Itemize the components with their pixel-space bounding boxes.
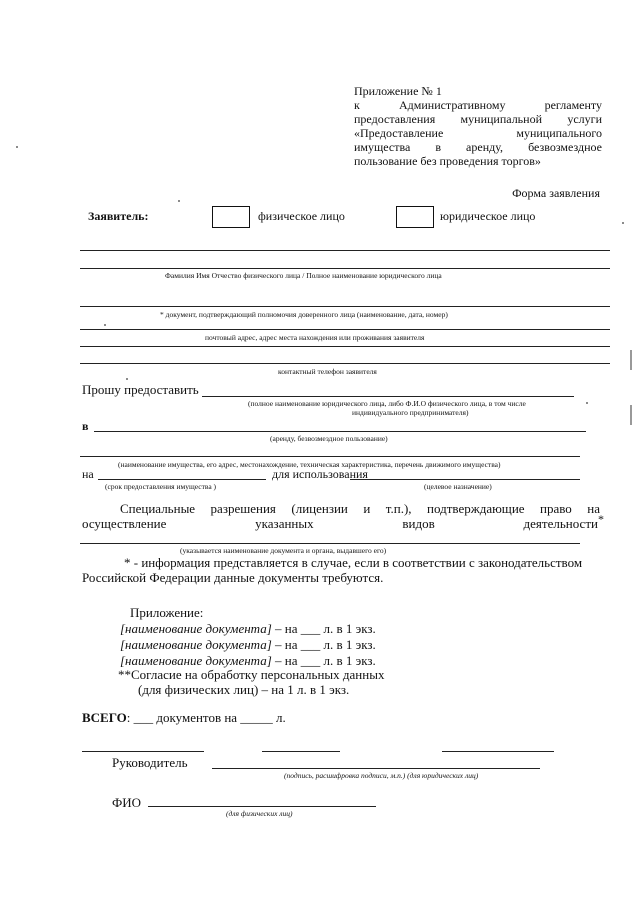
header-appendix [354,84,602,168]
use-label: для использования [272,467,368,481]
consent-line-1: **Согласие на обработку персональных данных [118,667,385,682]
signature-caption: (подпись, расшифровка подписи, м.п.) (для юридических лиц) [284,771,479,780]
scan-edge-mark [630,350,632,370]
header-line: «Предоставление муниципального [354,126,602,140]
term-line[interactable] [98,479,266,480]
appendix-number: Приложение № 1 [354,84,442,98]
permits-word: право [540,501,572,516]
permits-line-1 [120,502,600,516]
attachment-name: [наименование документа] [120,637,272,652]
individuals-caption: (для физических лиц) [226,809,293,818]
name-caption: Фамилия Имя Отчество физического лица / Полное наименование юридического лица [165,271,442,280]
address-line-2[interactable] [80,346,610,347]
attachment-item [120,622,376,636]
phone-line[interactable] [80,363,610,364]
phone-caption: контактный телефон заявителя [278,367,377,376]
attachment-name: [наименование документа] [120,653,272,668]
signature-line-3[interactable] [442,751,554,752]
scan-speck [586,402,588,404]
permits-line-2 [82,517,598,531]
applicant-label: Заявитель: [88,209,149,223]
name-line-2[interactable] [80,268,610,269]
individual-label: физическое лицо [258,209,345,223]
header-line: предоставления муниципальной услуги [354,112,602,126]
property-caption: (наименование имущества, его адрес, местонахождение, техническая характеристика, перечень движимого имущества) [118,460,501,469]
term-caption: (срок предоставления имущества ) [105,482,217,491]
permits-note-1: * - информация представляется в случае, если в соответствии с законодательством [124,555,583,570]
permits-asterisk: * [598,512,604,526]
scan-speck [104,324,106,326]
attachment-tail: – на ___ л. в 1 экз. [275,637,376,652]
permits-word: деятельности [523,516,598,531]
permits-word: и [363,501,371,516]
permits-word: разрешения [210,501,276,516]
address-line-1[interactable] [80,329,610,330]
v-label: в [82,419,89,433]
total-row [82,711,286,725]
attachment-name: [наименование документа] [120,621,272,636]
authority-doc-line[interactable] [80,306,610,307]
legal-entity-label: юридическое лицо [440,209,536,223]
fio-label: ФИО [112,795,142,810]
attachment-tail: – на ___ л. в 1 экз. [275,621,376,636]
purpose-caption: (целевое назначение) [424,482,492,491]
permits-word: видов [402,516,435,531]
legal-entity-checkbox[interactable] [396,206,434,228]
permit-doc-caption: (указывается наименование документа и органа, выдавшего его) [180,546,387,555]
head-signature-line[interactable] [212,768,540,769]
permits-word: на [587,501,600,516]
request-label: Прошу предоставить [82,382,199,397]
scan-speck [178,200,180,202]
attachment-item [120,654,376,668]
signature-line-2[interactable] [262,751,340,752]
total-text: : ___ документов на _____ л. [126,710,286,725]
purpose-line[interactable] [350,479,580,480]
permits-note-2: Российской Федерации данные документы требуются. [82,570,384,585]
permits-word: указанных [255,516,314,531]
form-type: Форма заявления [512,186,600,200]
address-caption: почтовый адрес, адрес места нахождения или проживания заявителя [205,333,425,342]
name-line-1[interactable] [80,250,610,251]
attachment-item [120,638,376,652]
usage-kind-caption: (аренду, безвозмездное пользование) [270,434,388,443]
permits-word: т.п.), [385,501,412,516]
recipient-line[interactable] [202,396,574,397]
usage-kind-line[interactable] [94,431,586,432]
permits-word: (лицензии [291,501,348,516]
scan-edge-mark [630,405,632,425]
na-label: на [82,467,94,481]
recipient-caption-2: индивидуального предпринимателя) [352,408,469,417]
permits-word: Специальные [120,501,196,516]
header-line: пользование без проведения торгов» [354,154,541,168]
signature-line-1[interactable] [82,751,204,752]
scan-speck [16,146,18,148]
attachments-title: Приложение: [130,605,204,620]
individual-checkbox[interactable] [212,206,250,228]
property-line[interactable] [80,456,580,457]
header-line: к Административному регламенту [354,98,602,112]
scan-speck [126,378,128,380]
recipient-caption-1: (полное наименование юридического лица, либо Ф.И.О физического лица, в том числе [248,399,526,408]
header-line: имущества в аренду, безвозмездное [354,140,602,154]
permit-doc-line[interactable] [80,543,580,544]
permits-word: подтверждающие [427,501,525,516]
authority-doc-caption: * документ, подтверждающий полномочия доверенного лица (наименование, дата, номер) [160,310,448,319]
attachment-tail: – на ___ л. в 1 экз. [275,653,376,668]
scan-speck [622,222,624,224]
fio-line[interactable] [148,806,376,807]
consent-line-2: (для физических лиц) – на 1 л. в 1 экз. [138,682,350,697]
total-label: ВСЕГО [82,710,127,725]
permits-word: осуществление [82,516,167,531]
head-label: Руководитель [112,755,188,770]
